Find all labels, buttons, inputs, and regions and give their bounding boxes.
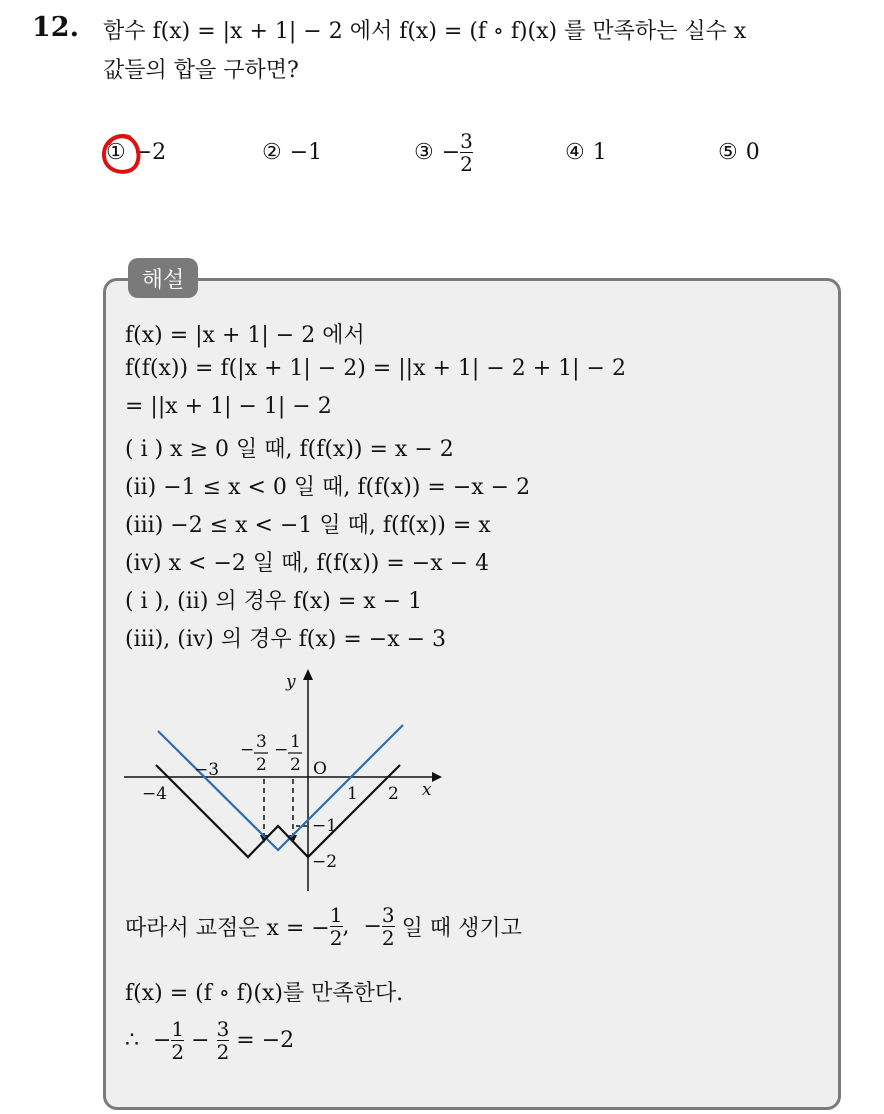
graph-f-of-f	[156, 765, 400, 857]
tick-minus-3: −3	[194, 760, 220, 780]
question-number: 12.	[32, 12, 79, 43]
solution-line-5: (ii) −1 ≤ x < 0 일 때, f(f(x)) = −x − 2	[125, 475, 531, 500]
question-text-line2: 값들의 합을 구하면?	[103, 58, 299, 83]
tick-y-minus-2: −2	[312, 852, 338, 872]
choice-3-denominator: 2	[460, 152, 473, 176]
conclusion-line-1	[125, 904, 522, 949]
choice-4[interactable]	[565, 140, 607, 165]
solution-line-2: f(f(x)) = f(|x + 1| − 2) = ||x + 1| − 2 + 1| − 2	[125, 356, 626, 381]
choice-3-sign: −	[441, 140, 461, 165]
solution-line-3: = ||x + 1| − 1| − 2	[125, 394, 332, 419]
choice-5[interactable]	[718, 140, 760, 165]
tick-minus-4: −4	[142, 784, 168, 804]
final-fraction-1	[171, 1018, 184, 1063]
choice-2-value: −1	[289, 140, 323, 165]
solution-line-6: (iii) −2 ≤ x < −1 일 때, f(f(x)) = x	[125, 513, 491, 538]
choice-4-number: ④	[565, 140, 585, 165]
choice-2-number: ②	[262, 140, 282, 165]
fraction-numerator: 1	[171, 1017, 185, 1041]
tick-minus-three-halves-den: 2	[256, 755, 267, 775]
choice-3-number: ③	[414, 140, 434, 165]
tick-minus-three-halves-num: 3	[256, 732, 267, 752]
solution-line-8: ( i ), (ii) 의 경우 f(x) = x − 1	[125, 589, 423, 614]
final-mid: −	[184, 1028, 217, 1053]
function-graph	[118, 665, 453, 895]
final-prefix: ∴ −	[125, 1028, 172, 1053]
solution-line-7: (iv) x < −2 일 때, f(f(x)) = −x − 4	[125, 551, 490, 576]
choice-1-number: ①	[106, 140, 126, 165]
choice-3-numerator: 3	[460, 129, 473, 153]
conclusion-1-fraction-1	[330, 904, 343, 949]
conclusion-1-mid: , −	[342, 914, 382, 939]
conclusion-line-2: f(x) = (f ∘ f)(x)를 만족한다.	[125, 981, 404, 1006]
fraction-numerator: 3	[381, 903, 395, 927]
tick-1: 1	[347, 784, 358, 804]
tick-minus-half-sign: −	[274, 740, 289, 760]
solution-line-1: f(x) = |x + 1| − 2 에서	[125, 323, 365, 348]
x-axis-label: x	[422, 780, 432, 800]
fraction-denominator: 2	[216, 1040, 230, 1064]
tick-minus-half-den: 2	[290, 755, 301, 775]
fraction-numerator: 3	[216, 1017, 230, 1041]
solution-line-4: ( i ) x ≥ 0 일 때, f(f(x)) = x − 2	[125, 437, 454, 462]
choice-3-fraction	[460, 130, 473, 175]
solution-tag: 해설	[128, 258, 198, 298]
conclusion-1-fraction-2	[382, 904, 395, 949]
conclusion-1-prefix: 따라서 교점은 x = −	[125, 916, 330, 941]
choice-5-value: 0	[745, 140, 760, 165]
x-axis-arrow-icon	[432, 772, 442, 782]
final-answer-line	[125, 1018, 294, 1063]
fraction-denominator: 2	[381, 926, 395, 950]
final-suffix: = −2	[229, 1028, 295, 1053]
y-axis-label: y	[286, 672, 296, 692]
choice-1-value: −2	[133, 140, 167, 165]
fraction-denominator: 2	[329, 926, 343, 950]
question-text-line1: 함수 f(x) = |x + 1| − 2 에서 f(x) = (f ∘ f)(x) 를 만족하는 실수 x	[103, 19, 747, 44]
choice-5-number: ⑤	[718, 140, 738, 165]
choice-3[interactable]	[414, 130, 473, 175]
tick-2: 2	[388, 784, 399, 804]
final-fraction-2	[217, 1018, 230, 1063]
y-axis-arrow-icon	[303, 669, 313, 680]
tick-minus-half-num: 1	[290, 732, 301, 752]
conclusion-1-suffix: 일 때 생기고	[394, 916, 522, 941]
choice-2[interactable]	[262, 140, 322, 165]
tick-y-minus-1: −1	[312, 816, 338, 836]
solution-line-9: (iii), (iv) 의 경우 f(x) = −x − 3	[125, 627, 447, 652]
tick-minus-three-halves-sign: −	[240, 740, 255, 760]
fraction-numerator: 1	[329, 903, 343, 927]
origin-label: O	[313, 759, 327, 779]
choice-1[interactable]	[106, 140, 166, 165]
choice-4-value: 1	[592, 140, 607, 165]
fraction-denominator: 2	[171, 1040, 185, 1064]
